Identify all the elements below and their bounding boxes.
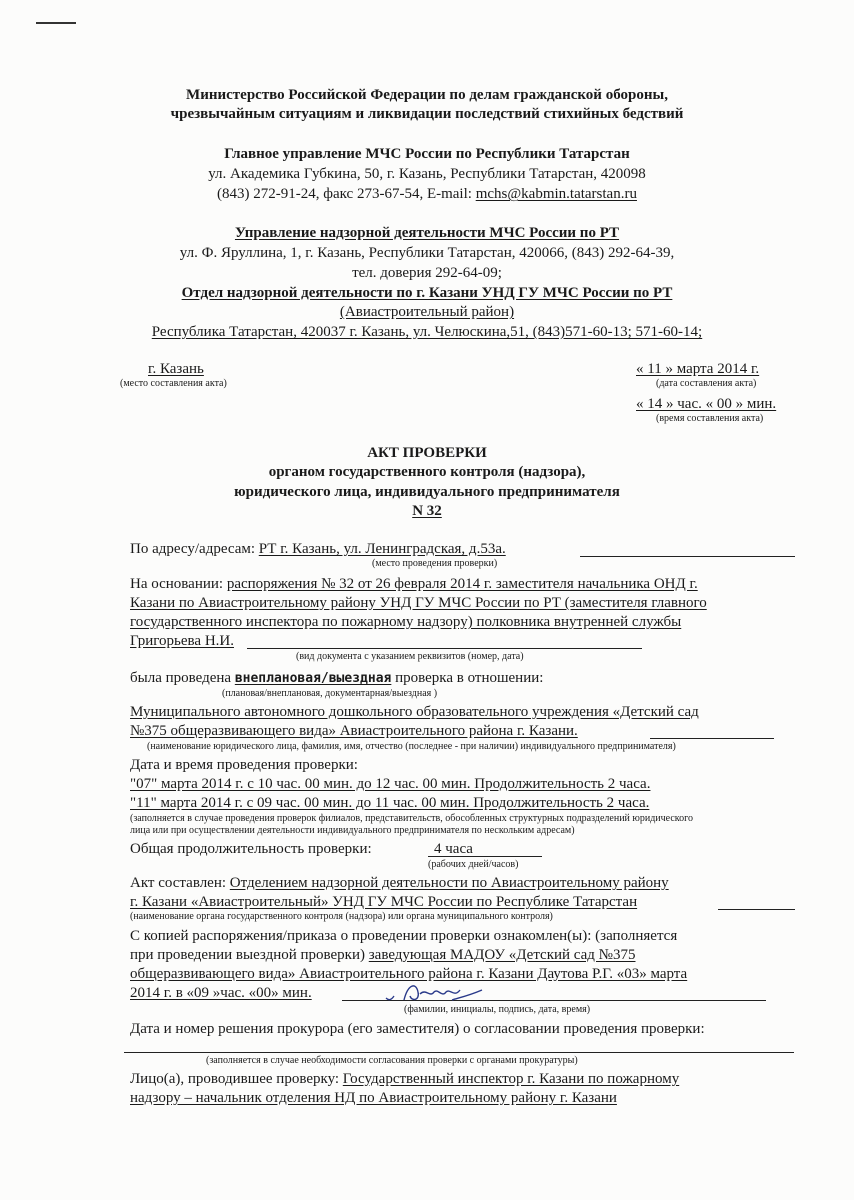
basis-fill-line [247,648,642,649]
address-fill-line [580,556,795,557]
basis-line-1: распоряжения № 32 от 26 февраля 2014 г. заместителя начальника ОНД г. [226,576,698,592]
basis-label: На основании: [130,576,227,592]
conducted-value: внеплановая/выездная [234,671,392,686]
basis-row-1 [130,575,698,593]
und-title: Управление надзорной деятельности МЧС России по РТ [234,225,620,241]
org-line-1: Муниципального автономного дошкольного образовательного учреждения «Детский сад [130,704,699,720]
composed-line-1: Отделением надзорной деятельности по Авиастроительному району [229,875,669,891]
ond-district: (Авиастроительный район) [339,304,515,320]
ministry-line-2: чрезвычайным ситуациям и ликвидации последствий стихийных бедствий [170,106,684,122]
ond-address: Республика Татарстан, 420037 г. Казань, ул. Челюскина,51, (843)571-60-13; 571-60-14; [151,324,703,340]
gu-phone: (843) 272-91-24, факс 273-67-54, E-mail: [217,186,476,202]
act-subtitle-2: юридического лица, индивидуального предпринимателя [234,484,620,500]
composed-fill-line [718,909,795,910]
inspector-row [130,1070,679,1088]
prosecutor-label: Дата и номер решения прокурора (его заместителя) о согласовании проведения проверки: [130,1021,705,1037]
und-address: ул. Ф. Яруллина, 1, г. Казань, Республики Татарстан, 420066, (843) 292-64-39, [179,245,675,261]
prosecutor-fill-line [124,1052,794,1053]
conducted-caption: (плановая/внеплановая, документарная/выездная ) [222,688,438,699]
address-caption: (место проведения проверки) [372,558,498,569]
gu-title: Главное управление МЧС России по Республики Татарстан [224,146,630,162]
inspector-line-1: Государственный инспектор г. Казани по пожарному [342,1071,680,1087]
act-date-caption: (дата составления акта) [656,378,757,389]
composed-caption: (наименование органа государственного контроля (надзора) или органа муниципального контроля) [130,911,553,922]
und-trust-phone: тел. доверия 292-64-09; [352,265,502,281]
datetime-label: Дата и время проведения проверки: [130,757,358,773]
act-subtitle-1: органом государственного контроля (надзора), [268,464,586,480]
address-value: РТ г. Казань, ул. Ленинградская, д.53а. [258,541,506,557]
duration-fill-line [428,856,542,857]
acquainted-caption: (фамилии, инициалы, подпись, дата, время) [404,1004,591,1015]
gu-contacts [0,185,854,203]
composed-label: Акт составлен: [130,875,230,891]
act-time: « 14 » час. « 00 » мин. [636,396,777,412]
address-label: По адресу/адресам: [130,541,259,557]
duration-label: Общая продолжительность проверки: [130,841,372,857]
prosecutor-caption: (заполняется в случае необходимости согласования проверки с органами прокуратуры) [206,1055,578,1066]
gu-address: ул. Академика Губкина, 50, г. Казань, Республики Татарстан, 420098 [208,166,646,182]
act-time-caption: (время составления акта) [656,413,764,424]
datetime-line-1: "07" марта 2014 г. с 10 час. 00 мин. до 12 час. 00 мин. Продолжительность 2 часа. [130,776,651,792]
basis-line-4: Григорьева Н.И. [130,633,234,649]
conducted-label: была проведена [130,670,235,686]
org-line-2: №375 общеразвивающего вида» Авиастроительного района г. Казани. [130,723,578,739]
basis-line-2: Казани по Авиастроительному району УНД ГУ МЧС России по РТ (заместителя главного [130,595,707,611]
acquainted-line-1: С копией распоряжения/приказа о проведении проверки ознакомлен(ы): (заполняется [130,928,678,944]
composed-row [130,874,669,892]
basis-line-3: государственного инспектора по пожарному надзору) полковника внутренней службы [130,614,682,630]
composed-line-2: г. Казани «Авиастроительный» УНД ГУ МЧС России по Республике Татарстан [130,894,638,910]
datetime-caption-2: лица или при осуществлении деятельности индивидуального предпринимателя по нескольким адресам) [130,825,575,836]
ministry-line-1: Министерство Российской Федерации по делам гражданской обороны, [186,87,668,103]
conducted-row [130,669,543,687]
org-caption: (наименование юридического лица, фамилия, имя, отчество (последнее - при наличии) индивидуального предпринимателя) [147,741,676,752]
acquainted-line-2-prefix: при проведении выездной проверки) [130,947,369,963]
acquainted-row-2 [130,946,636,964]
datetime-line-2: "11" марта 2014 г. с 09 час. 00 мин. до 11 час. 00 мин. Продолжительность 2 часа. [130,795,650,811]
ond-title: Отдел надзорной деятельности по г. Казани УНД ГУ МЧС России по РТ [181,285,673,301]
datetime-caption-1: (заполняется в случае проведения проверок филиалов, представительств, обособленных структурных подразделений юридического [130,813,694,824]
acquainted-line-2-value: заведующая МАДОУ «Детский сад №375 [368,947,636,963]
basis-caption: (вид документа с указанием реквизитов (номер, дата) [296,651,524,662]
duration-caption: (рабочих дней/часов) [428,859,519,870]
inspector-line-2: надзору – начальник отделения НД по Авиастроительному району г. Казани [130,1090,617,1106]
org-fill-line [650,738,774,739]
gu-email-link[interactable]: mchs@kabmin.tatarstan.ru [475,186,637,202]
corner-pen-mark [36,22,76,24]
act-number: N 32 [412,503,442,519]
act-title: АКТ ПРОВЕРКИ [367,445,487,461]
conducted-suffix: проверка в отношении: [391,670,544,686]
acquainted-line-4: 2014 г. в «09 »час. «00» мин. [130,985,312,1001]
act-place-caption: (место составления акта) [120,378,227,389]
inspector-label: Лицо(а), проводившее проверку: [130,1071,343,1087]
handwritten-signature [382,980,492,1006]
address-row [130,540,506,558]
duration-value: 4 часа [434,841,473,857]
act-date: « 11 » марта 2014 г. [636,361,760,377]
acquainted-line-3: общеразвивающего вида» Авиастроительного района г. Казани Даутова Р.Г. «03» марта [130,966,688,982]
act-place: г. Казань [148,361,204,377]
